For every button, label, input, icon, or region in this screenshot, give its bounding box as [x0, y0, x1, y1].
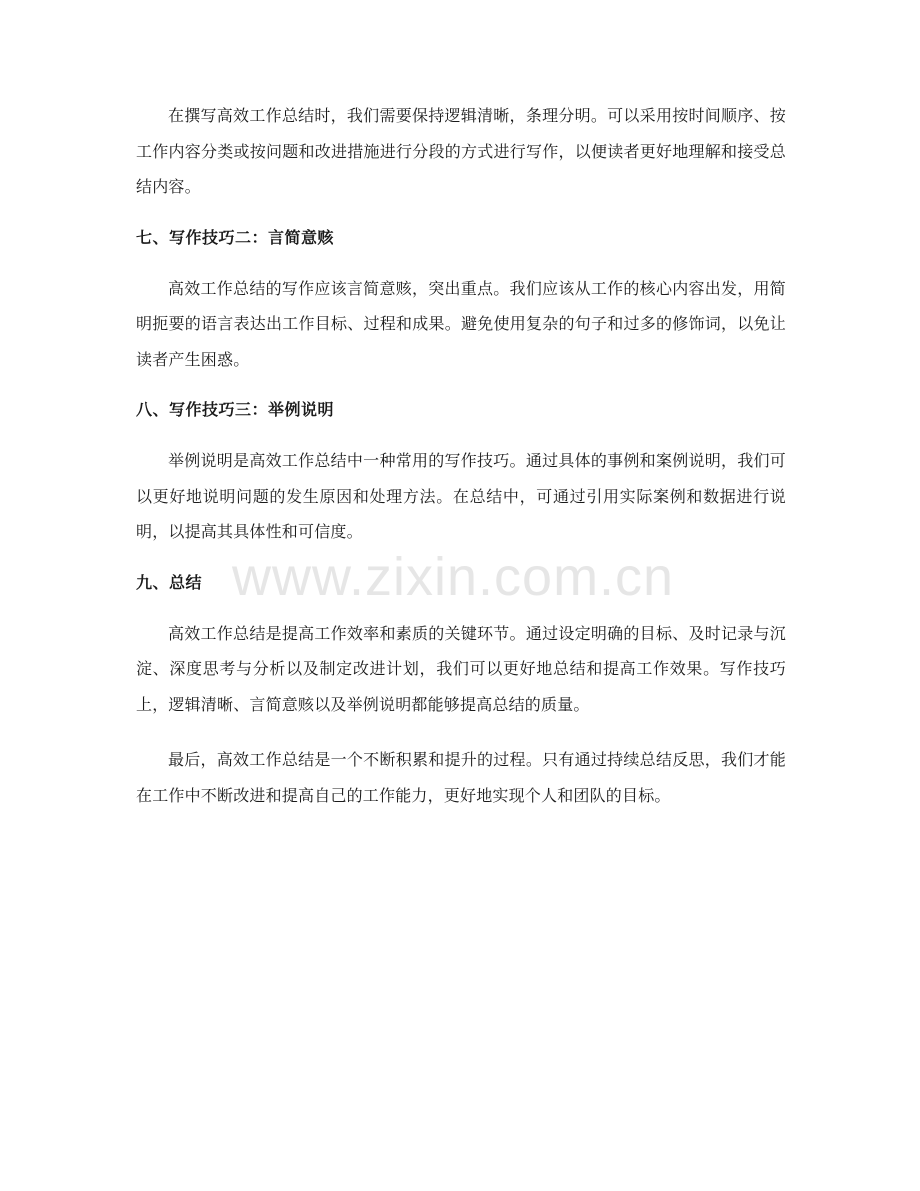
- heading-section-8: 八、写作技巧三：举例说明: [136, 400, 335, 419]
- paragraph-concise: 高效工作总结的写作应该言简意赅，突出重点。我们应该从工作的核心内容出发，用简明扼要的语言表达出工作目标、过程和成果。避免使用复杂的句子和过多的修饰词，以免让读者产生困惑。: [136, 278, 786, 369]
- paragraph-closing: 最后，高效工作总结是一个不断积累和提升的过程。只有通过持续总结反思，我们才能在工作中不断改进和提高自己的工作能力，更好地实现个人和团队的目标。: [136, 750, 786, 805]
- document-body: [136, 98, 786, 833]
- heading-section-9: 九、总结: [136, 572, 203, 592]
- watermark: www.zixin.com.cn: [232, 547, 675, 607]
- paragraph-logic-clarity: 在撰写高效工作总结时，我们需要保持逻辑清晰，条理分明。可以采用按时间顺序、按工作内容分类或按问题和改进措施进行分段的方式进行写作，以便读者更好地理解和接受总结内容。: [136, 106, 786, 196]
- paragraph-summary: 高效工作总结是提高工作效率和素质的关键环节。通过设定明确的目标、及时记录与沉淀、深度思考与分析以及制定改进计划，我们可以更好地总结和提高工作效果。写作技巧上，逻辑清晰、言简意赅以及举例说明都能够提高总结的质量。: [136, 623, 786, 714]
- paragraph-examples: 举例说明是高效工作总结中一种常用的写作技巧。通过具体的事例和案例说明，我们可以更好地说明问题的发生原因和处理方法。在总结中，可通过引用实际案例和数据进行说明，以提高其具体性和可信度。: [136, 451, 786, 541]
- heading-section-7: 七、写作技巧二：言简意赅: [136, 227, 335, 247]
